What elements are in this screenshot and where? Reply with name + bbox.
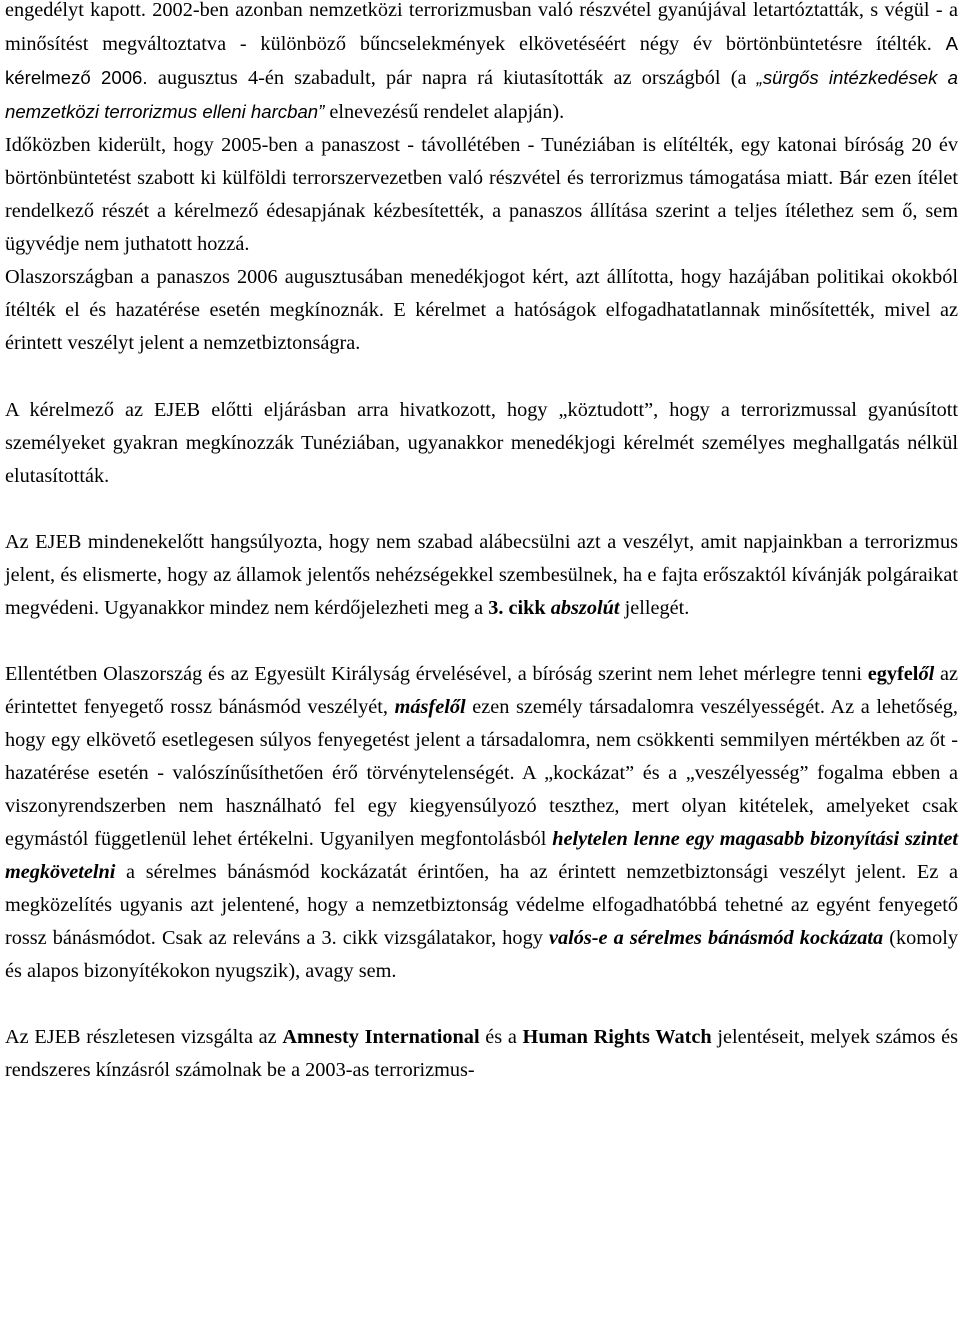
document-page xyxy=(5,0,958,1087)
paragraph-4 xyxy=(5,394,958,493)
text-run: Olaszországban a panaszos 2006 augusztusában menedékjogot kért, azt állította, hogy hazájában politikai okokból ítélték el és hazatérése esetén megkínoznák. E kérelmet a hatóságok elfogadhatatlannak minősítették, mivel az érintett veszélyt jelent a nemzetbiztonságra. xyxy=(5,266,958,355)
paragraph-2 xyxy=(5,129,958,261)
text-run-bold-italic: valós-e a sérelmes bánásmód kockázata xyxy=(548,927,884,950)
text-run: Időközben kiderült, hogy 2005-ben a panaszost - távollétében - Tunéziában is elítélték, egy katonai bíróság 20 év börtönbüntetést szabott ki külföldi terrorszervezetben való részvétel és terrorizmus támogatása miatt. Bár ezen ítélet rendelkező részét a kérelmező édesapjának kézbesítették, a panaszos állítása szerint a teljes ítélethez sem ő, sem ügyvédje nem juthatott hozzá. xyxy=(5,134,958,256)
text-run-bold: 3. cikk xyxy=(488,596,551,619)
paragraph-5 xyxy=(5,526,958,625)
paragraph-6 xyxy=(5,658,958,988)
text-run-bold: Amnesty International xyxy=(282,1026,480,1049)
text-run: augusztus 4-én szabadult, pár napra rá kiutasították az országból (a xyxy=(157,67,757,90)
text-run-bold: egyfel xyxy=(867,662,919,685)
text-run-bold-italic: abszolút xyxy=(550,596,620,619)
paragraph-1 xyxy=(5,0,958,129)
text-run: Az EJEB mindenekelőtt hangsúlyozta, hogy nem szabad alábecsülni azt a veszélyt, amit napjainkban a terrorizmus jelent, és elismerte, hogy az államok jelentős nehézségekkel szembesülnek, ha e fajta erőszaktól kívánják polgáraikat megvédeni. Ugyanakkor mindez nem kérdőjelezheti meg a xyxy=(5,530,958,619)
text-run: ezen személy társadalomra veszélyességét. Az a lehetőség, hogy egy elkövető esetlegesen súlyos fenyegetést jelent a társadalomra, nem csökkenti semmilyen mértékben az őt - hazatérése esetén - valószínűsíthetően érő törvénytelenségét. A „kockázat” és a „veszélyesség” fogalma ebben a viszonyrendszerben nem használható fel egy kiegyensúlyozó teszthez, mert olyan kitételek, amelyeket csak egymástól függetlenül lehet értékelni. Ugyanilyen megfontolásból xyxy=(5,695,958,851)
text-run: az érintettet fenyegető rossz bánásmód veszélyét, xyxy=(5,662,958,718)
text-run: A kérelmező 2006. xyxy=(5,33,958,89)
paragraph-7 xyxy=(5,1021,958,1087)
text-run-bold-italic: helytelen lenne egy magasabb bizonyítási szintet megkövetelni xyxy=(5,828,958,884)
text-run: (komoly és alapos bizonyítékokon nyugszik), avagy sem. xyxy=(5,927,958,983)
text-run-bold: Human Rights Watch xyxy=(522,1026,712,1049)
text-run: Az EJEB részletesen vizsgálta az xyxy=(5,1026,283,1049)
paragraph-3 xyxy=(5,261,958,360)
text-run: jellegét. xyxy=(619,596,690,619)
text-run: jelentéseit, melyek számos és rendszeres kínzásról számolnak be a 2003-as terrorizmus- xyxy=(5,1026,958,1082)
text-run: Ellentétben Olaszország és az Egyesült Királyság érvelésével, a bíróság szerint nem lehet mérlegre tenni xyxy=(5,662,868,685)
text-run: engedélyt kapott. 2002-ben azonban nemzetközi terrorizmusban való részvétel gyanújával letartóztatták, s végül - a minősítést megváltoztatva - különböző bűncselekmények elkövetéséért négy év börtönbüntetésre ítélték. xyxy=(5,0,958,56)
text-run: elnevezésű rendelet alapján). xyxy=(324,101,565,124)
text-run-italic: „sürgős intézkedések a nemzetközi terrorizmus elleni harcban” xyxy=(5,67,958,123)
text-run: A kérelmező az EJEB előtti eljárásban arra hivatkozott, hogy „köztudott”, hogy a terrorizmussal gyanúsított személyeket gyakran megkínozzák Tunéziában, ugyanakkor menedékjogi kérelmét személyes meghallgatás nélkül elutasították. xyxy=(5,398,958,487)
text-run-bold-italic: ől xyxy=(918,662,935,685)
text-run: és a xyxy=(479,1026,523,1049)
text-run: a sérelmes bánásmód kockázatát érintően, ha az érintett nemzetbiztonsági veszélyt jelent. Ez a megközelítés ugyanis azt jelentené, hogy a nemzetbiztonság védelme elfogadhatóbbá tehetné az egyént fenyegető rossz bánásmódot. Csak az releváns a 3. cikk vizsgálatakor, hogy xyxy=(5,861,958,950)
text-run-bold-italic: másfelől xyxy=(394,695,466,718)
